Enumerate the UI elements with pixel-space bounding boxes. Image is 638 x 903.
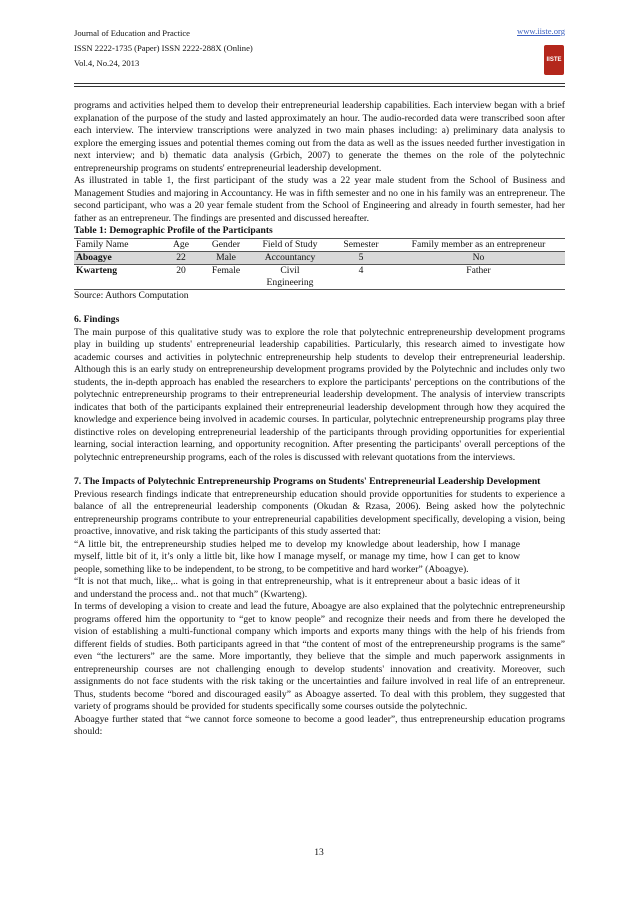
intro-paragraph-2: As illustrated in table 1, the first participant of the study was a 22 year male student from the School of Business and Management Studies and majoring in Accountancy. He was in fifth semester and no one in his family was an entrepreneur. The second participant, who was a 20 year female student from the School of Engineering and already in fourth semester, had her father as an entrepreneur. The findings are presented and discussed hereafter.: [74, 175, 565, 224]
table-row: [74, 251, 565, 264]
cell-age: 22: [160, 251, 202, 264]
cell-gender: Female: [202, 264, 250, 289]
header-family-name: Family Name: [74, 238, 160, 251]
journal-header: [74, 26, 253, 71]
table-source: Source: Authors Computation: [74, 289, 189, 301]
header-family-member: Family member as an entrepreneur: [392, 238, 565, 251]
cell-family-member: No: [392, 251, 565, 264]
cell-gender: Male: [202, 251, 250, 264]
section-6-paragraph: The main purpose of this qualitative study was to explore the role that polytechnic entrepreneurship development programs play in building up students' entrepreneurial leadership capabilities. Particularly, this research aimed to investigate how academic courses and activities in polytechnic entrepreneurship help students to develop their entrepreneurial leadership. Although this is an early study on entrepreneurship development programs provided by the Polytechnic and includes only two students, the in-depth approach has enabled the researchers to explore the participants' perceptions on the contributions of the polytechnic entrepreneurship programs to their entrepreneurial leadership development. The analysis of interview transcripts indicates that both of the participants explained their entrepreneurial leadership development through how they acquired the knowledge and experience being involved in academic courses. In particular, polytechnic entrepreneurship programs play three distinctive roles on developing entrepreneurial leadership of the participants through providing opportunities for experiential learning, social interaction learning, and opportunity recognition. After presenting the participants' overall perceptions of the polytechnic entrepreneurship programs, each of the roles is discussed with relevant quotations from the interviews.: [74, 326, 565, 463]
cell-name: Aboagye: [74, 251, 160, 264]
section-7-paragraph-1: Previous research findings indicate that entrepreneurship education should provide opportunities for students to experience a balance of all the entrepreneurial leadership components (Okudan & Rzasa, 2006). Being asked how the polytechnic entrepreneurship programs contribute to your entrepreneurial capabilities development specifically, developing a vision, being proactive, innovative, and risk taking the participants of this study asserted that:: [74, 488, 565, 537]
cell-field: Civil Engineering: [250, 264, 330, 289]
header-age: Age: [160, 238, 202, 251]
header-gender: Gender: [202, 238, 250, 251]
iiste-logo: [544, 45, 564, 75]
section-7-paragraph-2: In terms of developing a vision to create and lead the future, Aboagye are also explained that the polytechnic entrepreneurship programs offered him the opportunity to “get to know people” and recognize their needs and from there he developed the vision of establishing a multi-functional company which imports and exports many things with the help of his friends from different fields of studies. Both participants agreed in that “the content of most of the entrepreneurship programs is the same” even “the lecturers” are the same. More importantly, they believe that the simple and much paperwork assignments in entrepreneurship courses are not challenging enough to develop students' innovation and creativity. Moreover, such assignments do not face students with the risk taking or the uncertainties and failure involved in real life of an entrepreneur. Thus, students become “bored and discouraged easily” as Aboagye asserted. To deal with this problem, they suggested that variety of programs should be provided for students specifically some courses outside the polytechnic.: [74, 601, 565, 712]
cell-family-member: Father: [392, 264, 565, 289]
table-caption: Table 1: Demographic Profile of the Participants: [74, 225, 273, 236]
journal-issn: ISSN 2222-1735 (Paper) ISSN 2222-288X (Online): [74, 43, 253, 53]
cell-age: 20: [160, 264, 202, 289]
header-rule-2: [74, 86, 565, 87]
cell-semester: 5: [330, 251, 392, 264]
table-row: [74, 264, 565, 289]
section-7-heading: 7. The Impacts of Polytechnic Entrepreneurship Programs on Students' Entrepreneurial Leadership Development: [74, 476, 541, 487]
table-header-row: [74, 238, 565, 251]
interview-quote-kwarteng: “It is not that much, like,.. what is going in that entrepreneurship, what is it entrepreneur about a basic ideas of it and understand the process and.. not that much” (Kwarteng).: [74, 576, 520, 600]
header-rule: [74, 83, 565, 84]
header-field: Field of Study: [250, 238, 330, 251]
header-semester: Semester: [330, 238, 392, 251]
journal-url-link[interactable]: www.iiste.org: [517, 26, 565, 36]
page-number: 13: [314, 847, 324, 858]
journal-name: Journal of Education and Practice: [74, 28, 190, 38]
article-body: [74, 100, 565, 739]
interview-quote-aboagye: “A little bit, the entrepreneurship studies helped me to develop my knowledge about leadership, how I manage myself, little bit of it, it’s only a little bit, like how I manage myself, or manage my time, how I can get to know people, something like to be independent, to be strong, to be competitive and hard worker” (Aboagye).: [74, 538, 520, 575]
section-6-heading: 6. Findings: [74, 314, 120, 325]
journal-volume: Vol.4, No.24, 2013: [74, 58, 140, 68]
intro-paragraph-1: programs and activities helped them to develop their entrepreneurial leadership capabilities. Each interview began with a brief explanation of the purpose of the study and lasted approximately an hour. The audio-recorded data were transcribed soon after each interview. The interview transcriptions were analyzed in two main phases including: a) preliminary data analysis to explore the emerging issues and potential themes coming out from the data as well as the issues needed further investigation in next interview; and b) thematic data analysis (Grbich, 2007) to generate the themes on the role of the polytechnic entrepreneurship programs on students' entrepreneurial leadership development.: [74, 100, 565, 174]
logo-text: IISTE: [546, 56, 562, 63]
cell-field: Accountancy: [250, 251, 330, 264]
demographic-table: [74, 238, 565, 290]
cell-semester: 4: [330, 264, 392, 289]
section-7-paragraph-3: Aboagye further stated that “we cannot force someone to become a good leader”, thus entrepreneurship education programs should:: [74, 713, 565, 737]
cell-name: Kwarteng: [74, 264, 160, 289]
